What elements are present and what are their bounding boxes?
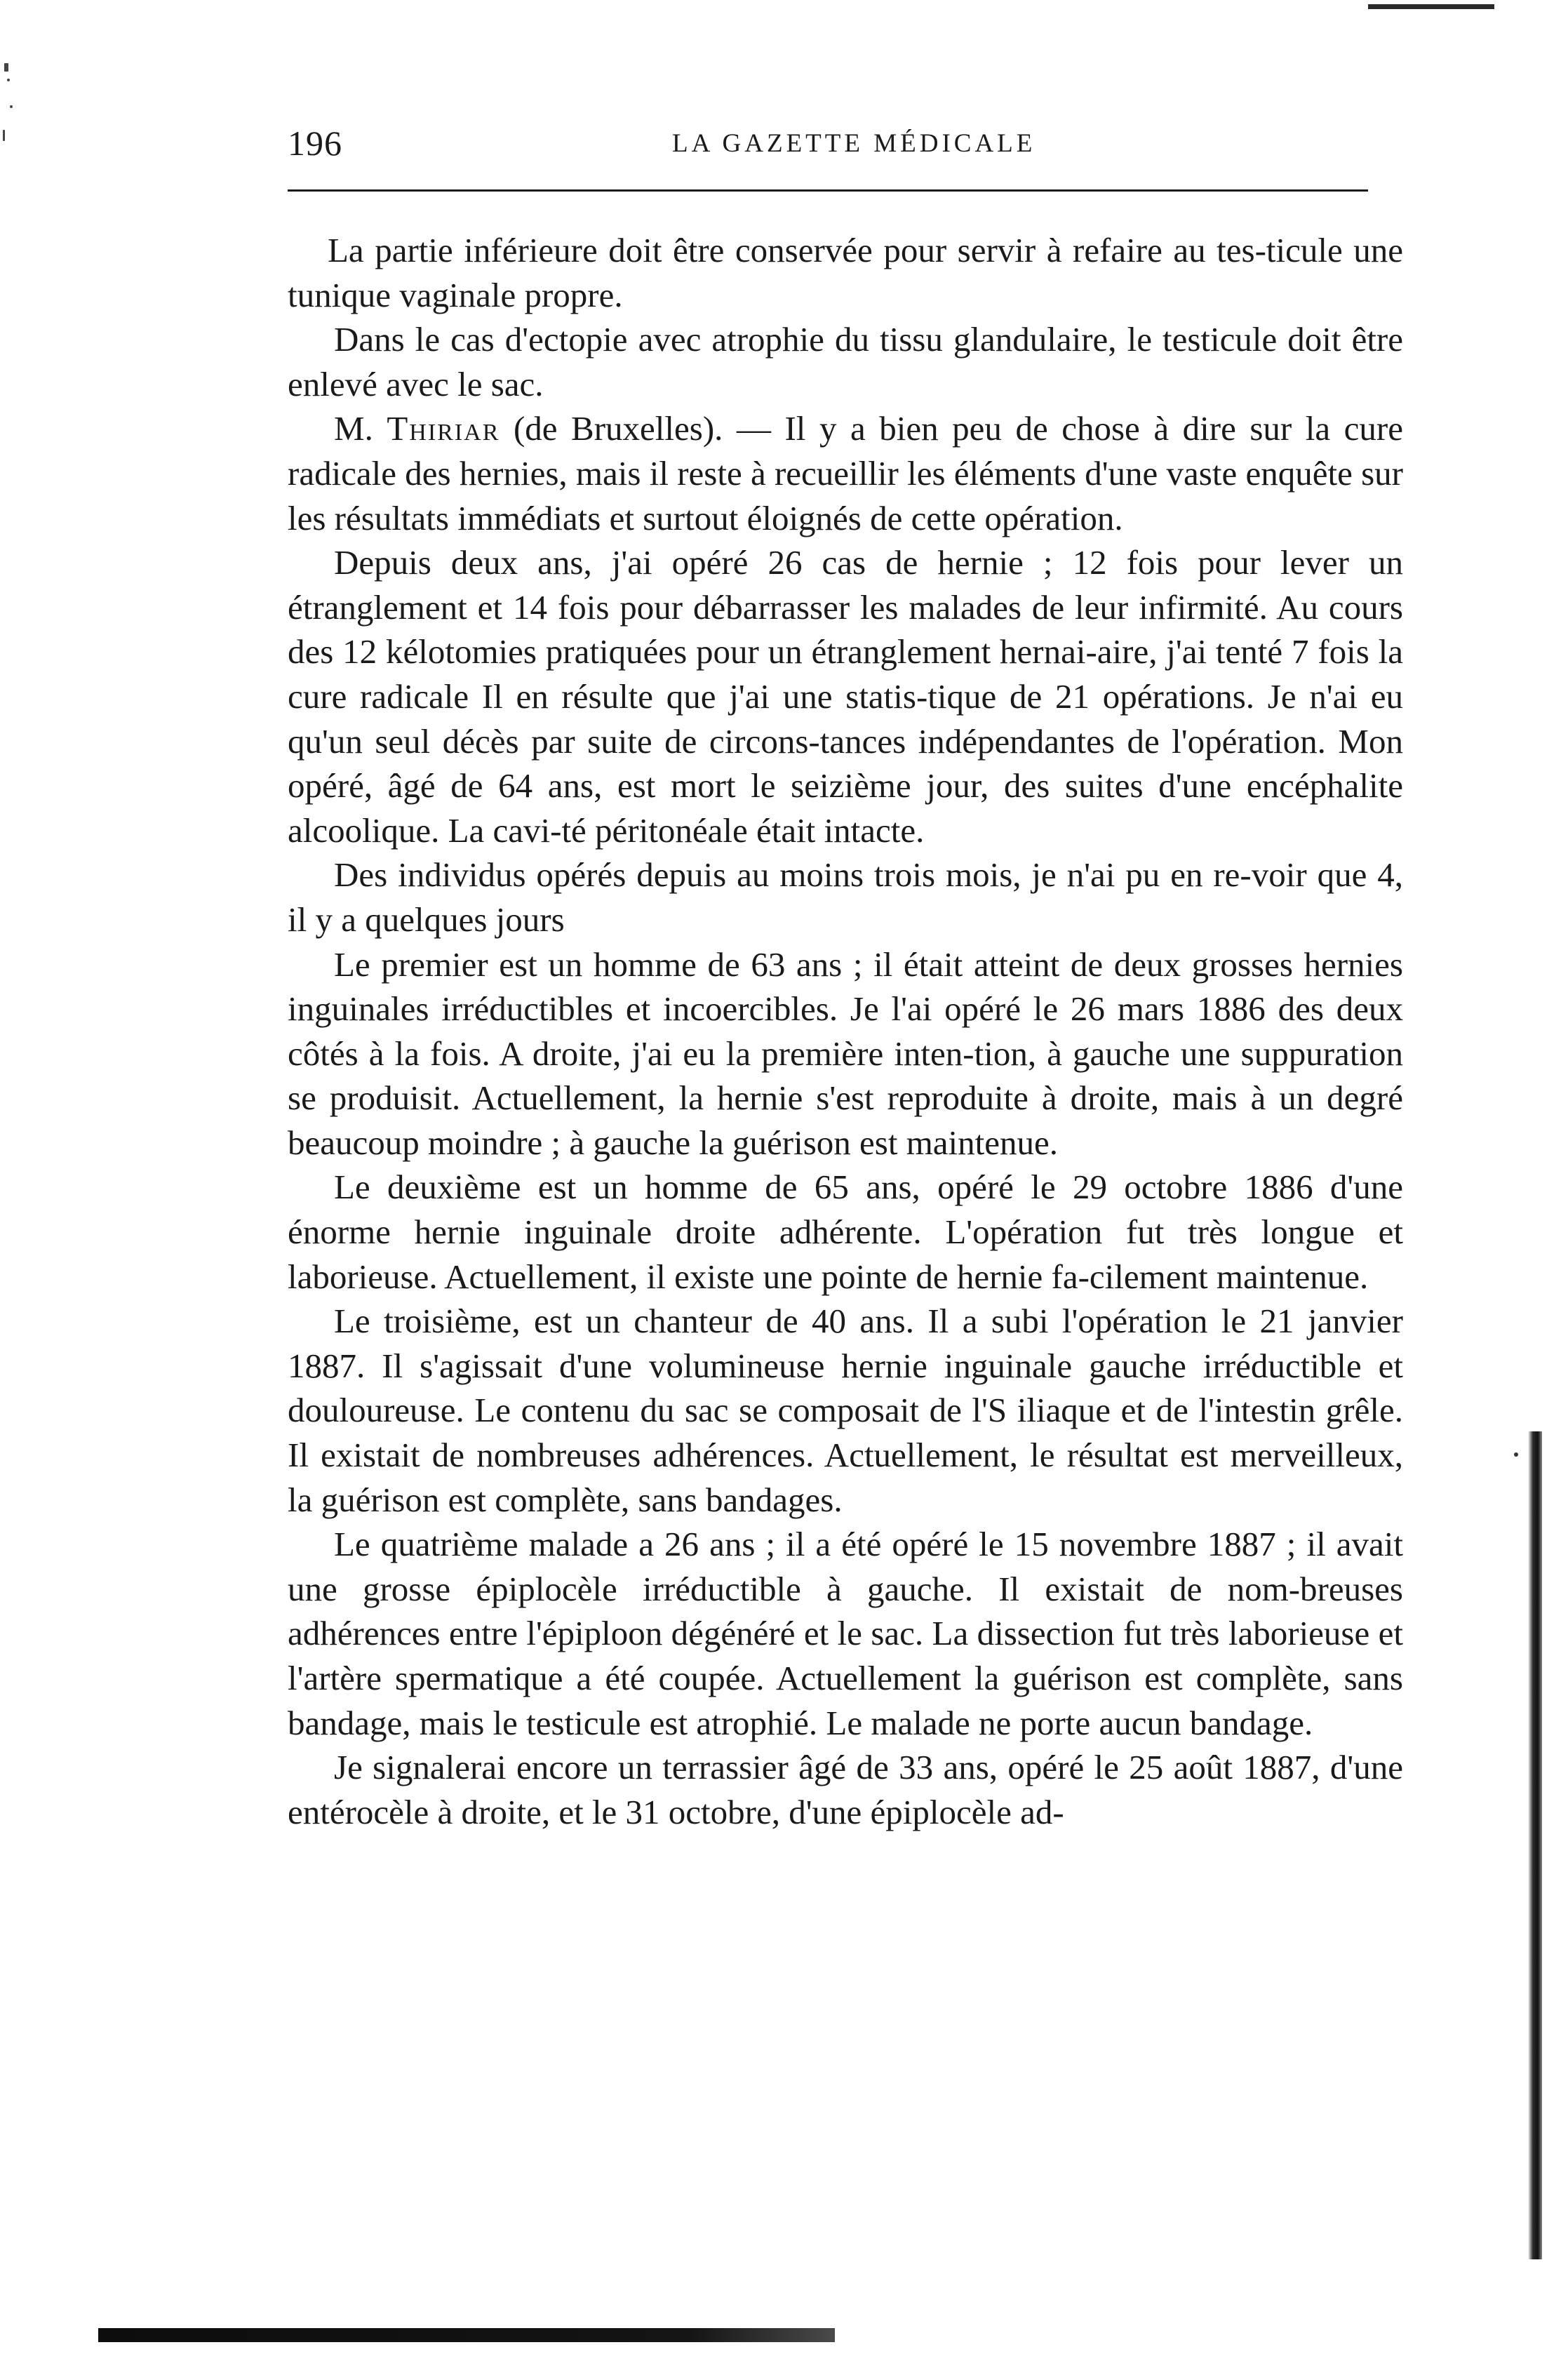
running-title: LA GAZETTE MÉDICALE [672,129,1036,158]
paragraph: Des individus opérés depuis au moins trois mois, je n'ai pu en re-voir que 4, il y a quelques jours [288,855,1403,939]
header-rule [288,189,1368,192]
page-header [288,123,1368,179]
page-number: 196 [288,123,342,163]
right-edge-binding-shadow [1528,1431,1542,2259]
paragraph: Dans le cas d'ectopie avec atrophie du tissu glandulaire, le testicule doit être enlevé avec le sac. [288,320,1403,403]
paragraph: Le quatrième malade a 26 ans ; il a été opéré le 15 novembre 1887 ; il avait une grosse épiplocèle irréductible à gauche. Il existait de nom-breuses adhérences entre l'épiploon dégénéré et le sac. La dissection fut très laborieuse et l'artère spermatique a été coupée. Actuellement la guérison est complète, sans bandage, mais le testicule est atrophié. Le malade ne porte aucun bandage. [288,1525,1403,1742]
left-margin-specks [0,63,21,161]
paragraph: Depuis deux ans, j'ai opéré 26 cas de hernie ; 12 fois pour lever un étranglement et 14 fois pour débarrasser les malades de leur infirmité. Au cours des 12 kélotomies pratiquées pour un étranglement hernai-aire, j'ai tenté 7 fois la cure radicale Il en résulte que j'ai une statis-tique de 21 opérations. Je n'ai eu qu'un seul décès par suite de circons-tances indépendantes de l'opération. Mon opéré, âgé de 64 ans, est mort le seizième jour, des suites d'une encéphalite alcoolique. La cavi-té péritonéale était intacte. [288,543,1403,850]
paragraph: Le premier est un homme de 63 ans ; il était atteint de deux grosses hernies inguinales irréductibles et incoercibles. Je l'ai opéré le 26 mars 1886 des deux côtés à la fois. A droite, j'ai eu la première inten-tion, à gauche une suppuration se produisit. Actuellement, la hernie s'est reproduite à droite, mais à un degré beaucoup moindre ; à gauche la guérison est maintenue. [288,944,1403,1162]
paragraph: Le troisième, est un chanteur de 40 ans. Il a subi l'opération le 21 janvier 1887. Il s'agissait d'une volumineuse hernie inguinale gauche irréductible et douloureuse. Le contenu du sac se composait de l'S iliaque et de l'intestin grêle. Il existait de nombreuses adhérences. Actuellement, le résultat est merveilleux, la guérison est complète, sans bandages. [288,1302,1403,1519]
paragraph: Le deuxième est un homme de 65 ans, opéré le 29 octobre 1886 d'une énorme hernie inguinale droite adhérente. L'opération fut très longue et laborieuse. Actuellement, il existe une pointe de hernie fa-cilement maintenue. [288,1168,1403,1296]
speaker-name: Thiriar [387,409,500,448]
bottom-edge-scan-bar [98,2328,835,2342]
paragraph: La partie inférieure doit être conservée pour servir à refaire au tes-ticule une tunique vaginale propre. [288,231,1403,314]
text-body [288,228,1403,1834]
paragraph: Je signalerai encore un terrassier âgé de 33 ans, opéré le 25 août 1887, d'une entérocèle à droite, et le 31 octobre, d'une épiplocèle ad- [288,1748,1403,1831]
top-edge-rule [1368,4,1494,9]
paragraph: M. Thiriar (de Bruxelles). — Il y a bien peu de chose à dire sur la cure radicale des hernies, mais il reste à recueillir les éléments d'une vaste enquête sur les résultats immédiats et surtout éloignés de cette opération. [288,409,1403,537]
right-edge-speck [1514,1452,1518,1457]
